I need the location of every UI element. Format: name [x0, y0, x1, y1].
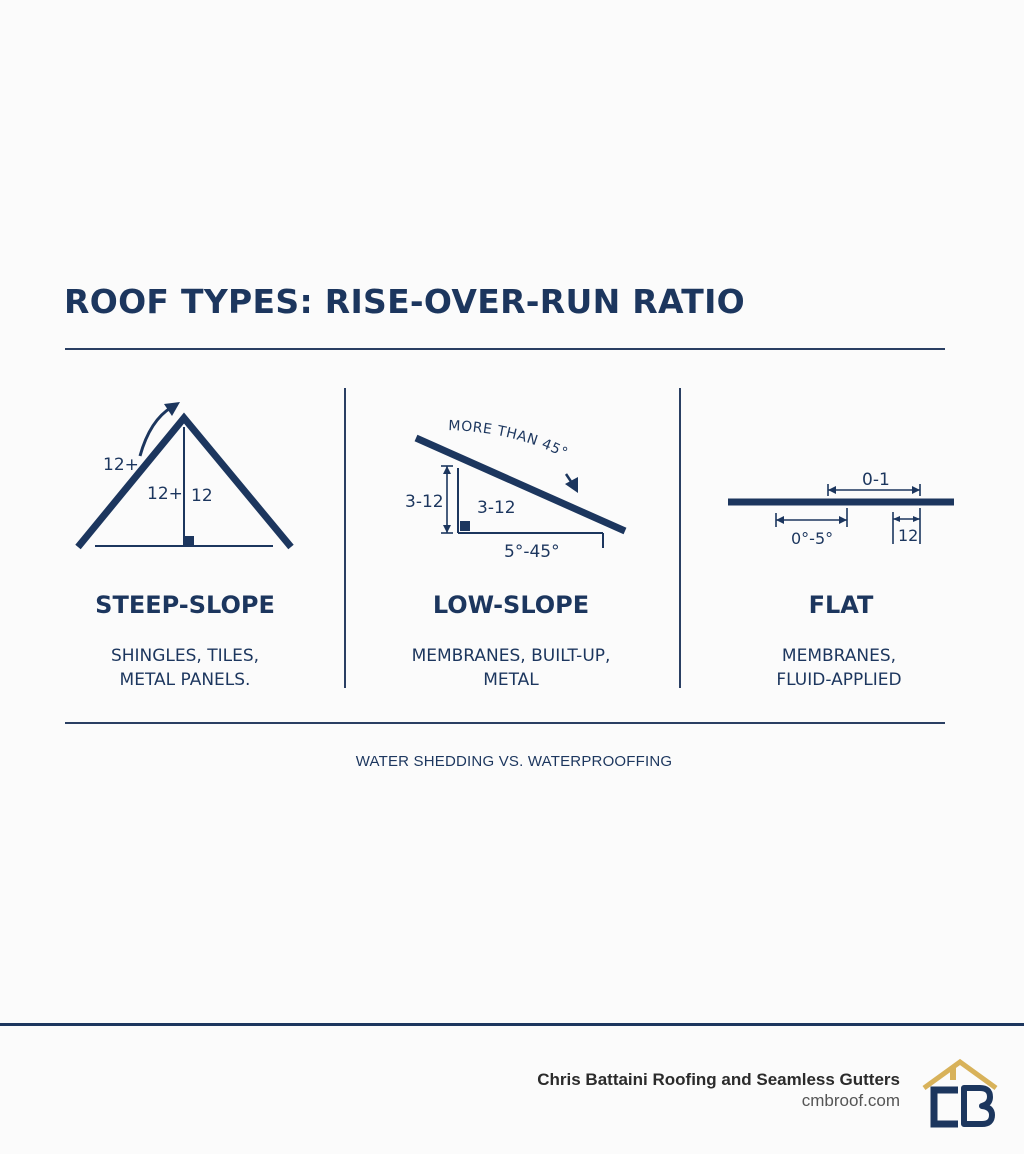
- low-right-angle-marker: [460, 521, 470, 531]
- steep-outer-label: 12+: [103, 455, 139, 475]
- low-slope-title: LOW-SLOPE: [432, 591, 590, 619]
- flat-diagram: [728, 470, 954, 548]
- low-outer-label: 3-12: [405, 492, 444, 512]
- flat-desc-line-2: FLUID-APPLIED: [776, 670, 902, 690]
- company-logo-icon: [922, 1058, 1002, 1128]
- steep-slope-title: STEEP-SLOPE: [95, 591, 275, 619]
- flat-title: FLAT: [808, 591, 874, 619]
- steep-right-angle-marker: [184, 536, 194, 546]
- flat-description: [674, 644, 1004, 692]
- steep-slope-diagram: [78, 402, 291, 547]
- low-desc-line-2: METAL: [483, 670, 539, 690]
- steep-rise-label: 12+: [147, 484, 183, 504]
- flat-top-label: 0-1: [862, 470, 890, 490]
- company-name: Chris Battaini Roofing and Seamless Gutters: [537, 1070, 900, 1089]
- steep-slope-description: [20, 644, 350, 692]
- steep-desc-line-2: METAL PANELS.: [119, 670, 251, 690]
- low-angle-label: 5°-45°: [504, 542, 560, 562]
- bottom-divider: [65, 722, 945, 724]
- low-desc-line-1: MEMBRANES, BUILT-UP,: [411, 646, 611, 666]
- caption: WATER SHEDDING VS. WATERPROOFFING: [355, 753, 673, 770]
- low-arrow-head: [565, 477, 578, 493]
- footer-divider: [0, 1023, 1024, 1026]
- flat-left-label: 0°-5°: [791, 529, 834, 548]
- flat-right-label: 12: [898, 526, 919, 545]
- page-title: ROOF TYPES: RISE-OVER-RUN RATIO: [64, 282, 746, 321]
- steep-desc-line-1: SHINGLES, TILES,: [110, 646, 260, 666]
- company-website: cmbroof.com: [801, 1091, 900, 1110]
- steep-run-label: 12: [191, 486, 213, 506]
- flat-desc-line-1: MEMBRANES,: [781, 646, 897, 666]
- low-slope-diagram: [405, 418, 625, 562]
- low-slope-description: [346, 644, 676, 692]
- low-arc-label: MORE THAN 45°: [447, 417, 571, 462]
- low-rise-label: 3-12: [477, 498, 516, 518]
